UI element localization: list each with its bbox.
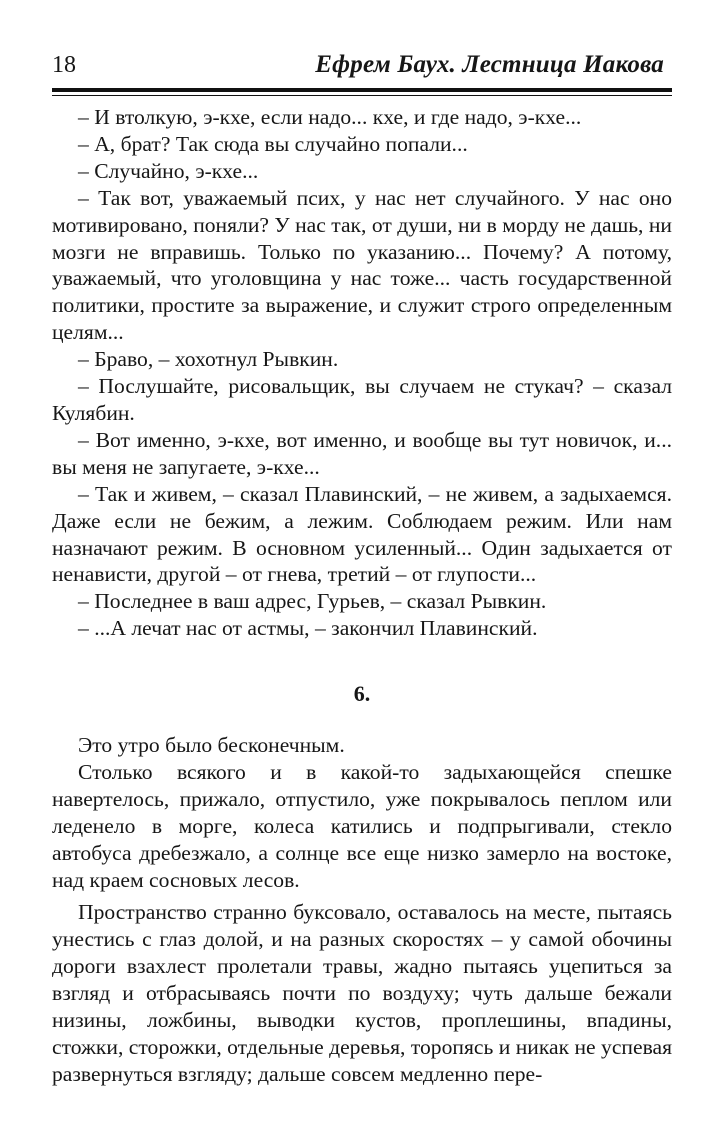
header-rule-thin bbox=[52, 95, 672, 96]
page-header bbox=[52, 50, 672, 86]
paragraph: – ...А лечат нас от астмы, – закончил Плавинский. bbox=[78, 616, 538, 641]
narrative-block bbox=[52, 732, 672, 1088]
chapter-heading: 6. bbox=[353, 681, 371, 706]
paragraph: Пространство странно буксовало, оставалось на месте, пытаясь унестись с глаз долой, и на разных скоростях – у самой обочины дороги взахлест пролетали травы, жадно пытаясь уцепиться за взгляд и отбрасываясь почти по воздуху; чуть дальше бежали низины, ложбины, выводки кустов, проплешины, впадины, стожки, сторожки, отдельные деревья, торопясь и никак не успевая развернуться взгляду; дальше совсем медленно пере- bbox=[52, 900, 672, 1086]
paragraph: Это утро было бесконечным. bbox=[78, 733, 345, 757]
running-title: Ефрем Баух. Лестница Иакова bbox=[315, 51, 664, 78]
paragraph: – Вот именно, э-кхе, вот именно, и вообще вы тут новичок, и... вы меня не запугаете, э-кхе... bbox=[52, 427, 672, 479]
paragraph: – Так и живем, – сказал Плавинский, – не живем, а задыхаемся. Даже если не бежим, а лежим. Соблюдаем режим. Или нам назначают режим. В основном усиленный... Один задыхается от ненависти, другой – от гнева, третий – от глупости... bbox=[52, 481, 672, 587]
paragraph: – Последнее в ваш адрес, Гурьев, – сказал Рывкин. bbox=[78, 589, 547, 614]
page-number: 18 bbox=[52, 52, 76, 78]
dialogue-block bbox=[52, 104, 672, 642]
paragraph: Столько всякого и в какой-то задыхающейся спешке навертелось, прижало, отпустило, уже покрывалось пеплом или леденело в морге, колеса катились и подпрыгивали, стекло автобуса дребезжало, а солнце все еще низко замерло на востоке, над краем сосновых лесов. bbox=[52, 759, 672, 892]
paragraph: – А, брат? Так сюда вы случайно попали... bbox=[78, 131, 468, 156]
paragraph: – Случайно, э-кхе... bbox=[78, 158, 259, 183]
paragraph: – И втолкую, э-кхе, если надо... кхе, и где надо, э-кхе... bbox=[78, 105, 582, 129]
paragraph: – Так вот, уважаемый псих, у нас нет случайного. У нас оно мотивировано, поняли? У нас так, от души, ни в морду не дашь, ни мозги не вправишь. Только по указанию... Почему? А потому, уважаемый, что уголовщина у нас тоже... часть государственной политики, простите за выражение, и служит строго определенным целям... bbox=[52, 185, 672, 345]
paragraph: – Послушайте, рисовальщик, вы случаем не стукач? – сказал Кулябин. bbox=[52, 374, 672, 425]
header-rule-thick bbox=[52, 88, 672, 92]
paragraph: – Браво, – хохотнул Рывкин. bbox=[78, 347, 339, 372]
